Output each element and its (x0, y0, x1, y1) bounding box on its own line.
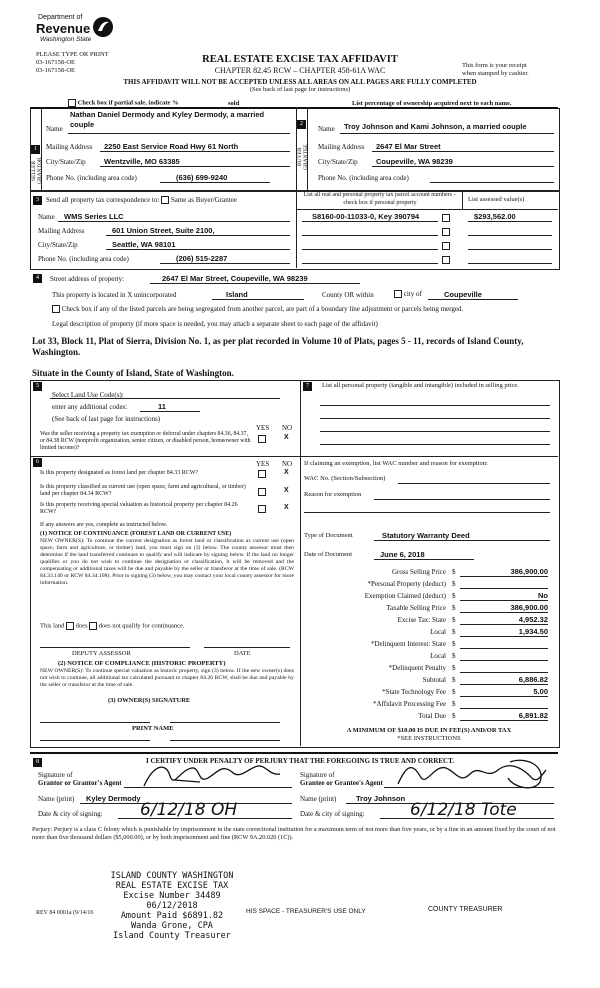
partial-sale-sold: sold (228, 100, 240, 107)
buyer-phone-line (430, 182, 554, 183)
current-use-yes-checkbox[interactable] (258, 488, 266, 496)
segregated-checkbox[interactable] (52, 305, 60, 313)
certify-statement: I CERTIFY UNDER PENALTY OF PERJURY THAT THE FOREGOING IS TRUE AND CORRECT. (145, 757, 454, 765)
party-box-top-rule (30, 107, 558, 109)
wac-line[interactable] (398, 483, 550, 484)
this-land-label: This land (40, 622, 65, 630)
tax-row-dollar: $ (452, 664, 456, 672)
parcel-col-divider (462, 190, 463, 210)
logo-line3: Washington State (40, 36, 92, 43)
tax-row-value[interactable]: 6,886.82 (460, 675, 548, 685)
please-type: PLEASE TYPE OR PRINT (36, 51, 109, 58)
legal-description[interactable]: Lot 33, Block 11, Plat of Sierra, Division No. 1, as per plat recorded in Volume 10 of Plats, pages 5 - 11, records of Island County, Washington. (32, 336, 524, 357)
street-line (150, 283, 360, 284)
tax-row-label: Local (430, 652, 446, 660)
if-any-yes: If any answers are yes, complete as instructed below. (40, 522, 168, 528)
personal-property-label: List all personal property (tangible and intangible) included in selling price. (322, 382, 519, 389)
partial-sale-label: Check box if partial sale, indicate % (77, 99, 179, 107)
form-code-2: 03-167158-OE (36, 67, 75, 74)
tax-row-label: Local (430, 628, 446, 636)
reason-label: Reason for exemption (304, 491, 362, 498)
tax-row-value[interactable]: 5.00 (460, 687, 548, 697)
tax-row-value[interactable] (460, 579, 548, 589)
same-as-buyer-label: Same as Buyer/Grantee (170, 196, 237, 204)
parcel-line-1 (302, 221, 438, 222)
section5-no: NO (282, 424, 293, 432)
city-of-checkbox[interactable] (394, 290, 402, 298)
seller-mailing-line (100, 151, 290, 152)
send-correspondence-label (46, 196, 237, 204)
tax-row (300, 674, 556, 686)
tax-row-label: *Delinquent Penalty (388, 664, 446, 672)
revenue-logo-icon (92, 16, 114, 38)
corr-phone-line (160, 263, 290, 264)
section5-no-mark[interactable]: X (284, 434, 289, 441)
partial-sale-checkbox[interactable] (68, 99, 76, 107)
form-code-1: 03-167158-OE (36, 59, 75, 66)
tax-row-label: *State Technology Fee (382, 688, 446, 696)
parcel-checkbox-3[interactable] (442, 242, 450, 250)
parcel-checkbox-1[interactable] (442, 214, 450, 222)
grantor-sig-label-2: Grantor or Grantor's Agent (38, 779, 122, 787)
county-line (212, 299, 304, 300)
tax-row-value[interactable]: No (460, 591, 548, 601)
legal-label: Legal description of property (if more space is needed, you may attach a separate sheet to each page of the affidavit) (52, 320, 378, 328)
tax-row-value[interactable] (460, 639, 548, 649)
stamp-line-2: REAL ESTATE EXCISE TAX (115, 881, 229, 891)
owner-sig-line (40, 722, 150, 723)
current-use-question: Is this property classified as current use (open space, farm and agricultural, or timber) land per chapter 84.34 RCW? (40, 484, 246, 497)
seller-phone-value[interactable]: (636) 699-9240 (176, 173, 228, 182)
street-value[interactable]: 2647 El Mar Street, Coupeville, WA 98239 (162, 274, 308, 283)
tax-row-dollar: $ (452, 688, 456, 696)
section-4-number: 4 (33, 274, 42, 283)
tax-row-dollar: $ (452, 640, 456, 648)
legal-description-situate[interactable]: Situate in the County of Island, State of Washington. (32, 368, 234, 378)
see-back-header: (See back of last page for instructions) (249, 86, 351, 93)
treasurer-stamp (82, 871, 262, 941)
assessed-line-2 (468, 235, 552, 236)
assessed-line-1 (468, 221, 552, 222)
partial-sale-row (68, 99, 179, 107)
grantor-sig-label-1: Signature of (38, 771, 73, 779)
assessed-value[interactable]: $293,562.00 (474, 212, 516, 221)
land-does-label: does (75, 622, 88, 630)
tax-row-label: *Delinquent Interest: State (370, 640, 446, 648)
buyer-mailing-label: Mailing Address (318, 143, 365, 151)
doc-type-label: Type of Document (304, 532, 353, 539)
parcel-value[interactable]: S8160-00-11033-0, Key 390794 (312, 212, 420, 221)
exemption-label: If claiming an exemption, list WAC number and reason for exemption: (304, 460, 488, 467)
parcel-checkbox-4[interactable] (442, 256, 450, 264)
parcel-line-3 (302, 249, 438, 250)
county-treasurer-label: COUNTY TREASURER (428, 906, 503, 913)
section-6-number: 6 (33, 458, 42, 467)
seller-mailing-value[interactable]: 2250 East Service Road Hwy 61 North (104, 142, 239, 151)
tax-row-dollar: $ (452, 628, 456, 636)
buyer-city-label: City/State/Zip (318, 158, 358, 166)
grantee-date-value[interactable]: 6/12/18 Tote (410, 800, 517, 820)
see-instructions: *SEE INSTRUCTIONS (397, 735, 461, 742)
buyer-mailing-value[interactable]: 2647 El Mar Street (376, 142, 441, 151)
tax-row-dollar: $ (452, 616, 456, 624)
doc-date-line (374, 559, 474, 560)
city-of-label: city of (403, 290, 422, 298)
tax-row-dollar: $ (452, 700, 456, 708)
dor-logo (36, 14, 122, 50)
seller-name-value[interactable]: Nathan Daniel Dermody and Kyley Dermody, a married couple (70, 110, 265, 129)
tax-row-value[interactable]: 386,900.00 (460, 567, 548, 577)
corr-mailing-line (106, 235, 290, 236)
seller-city-line (100, 166, 290, 167)
tax-row-dollar: $ (452, 604, 456, 612)
buyer-name-value[interactable]: Troy Johnson and Kami Johnson, a married couple (344, 122, 527, 131)
section-1-number: 1 (31, 145, 40, 154)
section-5-number: 5 (33, 382, 42, 391)
grantee-name-label: Name (print) (300, 795, 337, 803)
city-line (428, 299, 518, 300)
deputy-line (40, 647, 190, 648)
seller-city-value[interactable]: Wentzville, MO 63385 (104, 157, 180, 166)
notice1-text: NEW OWNER(S): To continue the current designation as forest land or classification as current use (open space, farm and agriculture, or timber) land, you must sign on (3) below. The county assessor must then determine if the land transferred continues to qualify and will indicate by signing below. If the land no longer qualifies or you do not wish to continue the designation or classification, it will be removed and the compensating or additional taxes will be due and payable by the seller or transferor at the time of sale. (RCW 84.33.140 or RCW 84.34.108). Prior to signing (3) below, you may contact your local county assessor for more information. (40, 538, 294, 586)
owner-sig-line-2 (170, 722, 280, 723)
buyer-phone-label: Phone No. (including area code) (318, 174, 409, 182)
current-use-no-mark[interactable]: X (284, 487, 289, 494)
send-label: Send all property tax correspondence to: (46, 196, 160, 204)
tax-row-label: *Affidavit Processing Fee (373, 700, 446, 708)
grantee-date-label: Date & city of signing: (300, 810, 365, 818)
buyer-name-line (340, 133, 554, 134)
deputy-date-label: DATE (234, 650, 251, 657)
tax-row-label: Excise Tax: State (397, 616, 446, 624)
corr-name-line (58, 221, 290, 222)
tax-row-value[interactable] (460, 651, 548, 661)
tax-row (300, 710, 556, 722)
tax-row-dollar: $ (452, 652, 456, 660)
doc-type-line (374, 540, 550, 541)
deputy-date-line (204, 647, 290, 648)
stamp-line-7: Island County Treasurer (113, 931, 231, 941)
section-8-number: 8 (33, 758, 42, 767)
tax-row-label: Subtotal (422, 676, 446, 684)
assessed-line-3 (468, 249, 552, 250)
seller-name-label: Name (46, 125, 63, 133)
tax-table (300, 566, 556, 724)
section5-see-back: (See back of last page for instructions) (52, 415, 161, 423)
tax-row-dollar: $ (452, 580, 456, 588)
seller-name-line (68, 133, 290, 134)
parcel-checkbox-2[interactable] (442, 228, 450, 236)
parcel-line-2 (302, 235, 438, 236)
tax-row-label: *Personal Property (deduct) (367, 580, 446, 588)
seller-mailing-label: Mailing Address (46, 143, 93, 151)
tax-row (300, 578, 556, 590)
historic-question: Is this property receiving special valuation as historical property per chapter 84.26 RCW? (40, 502, 238, 515)
form-title: REAL ESTATE EXCISE TAX AFFIDAVIT (202, 54, 398, 65)
tax-row (300, 638, 556, 650)
land-does-not-checkbox[interactable] (89, 622, 97, 630)
stamp-line-4: 06/12/2018 (146, 901, 198, 911)
corr-city-value[interactable]: Seattle, WA 98101 (112, 240, 176, 249)
minimum-note: A MINIMUM OF $10.00 IS DUE IN FEE(S) AND/OR TAX (346, 727, 512, 734)
form-warning: THIS AFFIDAVIT WILL NOT BE ACCEPTED UNLESS ALL AREAS ON ALL PAGES ARE FULLY COMPLETED (123, 78, 477, 86)
grantor-signature (140, 758, 290, 794)
tax-row-value[interactable] (460, 663, 548, 673)
grantor-name-label: Name (print) (38, 795, 75, 803)
perjury-text: Perjury: Perjury is a class C felony which is punishable by imprisonment in the state correctional institution for a maximum term of not more than five years, or by a fine in an amount fixed by the court of not more than five thousand dollars ($5,000.00), or by both imprisonment and fine (RCW 9A.20.020 (1C)). (32, 826, 556, 841)
stamp-line-6: Wanda Grone, CPA (131, 921, 213, 931)
doc-type-value[interactable]: Statutory Warranty Deed (382, 531, 470, 540)
this-land-row (40, 622, 185, 630)
wac-label: WAC No. (Section/Subsection) (304, 475, 386, 482)
forest-question: Is this property designated as forest land per chapter 84.33 RCW? (40, 470, 199, 476)
deputy-label: DEPUTY ASSESSOR (72, 650, 131, 657)
located-text: This property is located in X unincorporated (52, 291, 177, 299)
tax-row-dollar: $ (452, 676, 456, 684)
ownership-note: List percentage of ownership acquired next to each name. (352, 100, 512, 107)
corr-city-label: City/State/Zip (38, 241, 78, 249)
tax-row-label: Total Due (418, 712, 446, 720)
assessed-header: List assessed value(s) (468, 196, 525, 203)
tax-row-value[interactable]: 4,952.32 (460, 615, 548, 625)
receipt-note-1: This form is your receipt (462, 62, 527, 69)
notice2-title: (2) NOTICE OF COMPLIANCE (HISTORIC PROPERTY) (58, 660, 226, 667)
section-3-divider (296, 190, 297, 268)
tax-row (300, 698, 556, 710)
tax-row (300, 626, 556, 638)
notice1-title: (1) NOTICE OF CONTINUANCE (FOREST LAND OR CURRENT USE) (40, 531, 232, 537)
grantor-date-line (118, 818, 292, 819)
personal-property-line-2[interactable] (320, 418, 550, 419)
segregated-text: Check box if any of the listed parcels are being segregated from another parcel, are part of a boundary line adjustment or parcels being merged. (61, 305, 464, 313)
logo-line2: Revenue (36, 21, 91, 36)
city-value[interactable]: Coupeville (444, 290, 482, 299)
city-of-row (394, 290, 422, 298)
additional-codes-value[interactable]: 11 (158, 402, 166, 411)
tax-row (300, 662, 556, 674)
historic-no-mark[interactable]: X (284, 504, 289, 511)
section-6-rule (30, 456, 300, 457)
print-name-label: PRINT NAME (132, 725, 174, 732)
seller-phone-line (160, 182, 270, 183)
grantee-sig-label-2: Grantee or Grantee's Agent (300, 779, 383, 787)
corr-phone-value[interactable]: (206) 515-2287 (176, 254, 228, 263)
section-2-number: 2 (297, 120, 306, 129)
segregated-row (52, 305, 463, 313)
tax-row-dollar: $ (452, 568, 456, 576)
logo-line1: Department of (38, 14, 83, 21)
grantee-signature (390, 756, 550, 794)
grantor-name-value[interactable]: Kyley Dermody (86, 794, 141, 803)
section6-yes: YES (256, 460, 270, 468)
seller-phone-label: Phone No. (including area code) (46, 174, 137, 182)
form-subtitle: CHAPTER 82.45 RCW – CHAPTER 458-61A WAC (214, 66, 386, 75)
buyer-side-label: BUYER GRANTEE (297, 144, 309, 170)
reason-line-2[interactable] (304, 512, 550, 513)
seller-side-label: SELLER GRANTOR (31, 157, 43, 185)
personal-property-line-4[interactable] (320, 444, 550, 445)
doc-date-value[interactable]: June 6, 2018 (380, 550, 425, 559)
personal-property-lines (320, 405, 550, 451)
tax-row-label: Gross Selling Price (391, 568, 446, 576)
exemption-question: Was the seller receiving a property tax exemption or deferral under chapters 84.36, 84.37, or 84.38 RCW (nonprofit organization, senior citizen, or disabled person, homeowner with limited income)? (40, 431, 251, 451)
tax-row-dollar: $ (452, 712, 456, 720)
parcel-header-rule (296, 209, 558, 210)
section6-no: NO (282, 460, 293, 468)
county-value[interactable]: Island (226, 290, 248, 299)
buyer-city-line (372, 166, 554, 167)
parcel-line-4 (302, 263, 438, 264)
parcel-header: List all real and personal property tax parcel account numbers – check box if personal property (303, 192, 457, 206)
corr-phone-label: Phone No. (including area code) (38, 255, 129, 263)
tax-row-dollar: $ (452, 592, 456, 600)
owner-sig-label: (3) OWNER(S) SIGNATURE (108, 697, 191, 704)
forest-no-mark[interactable]: X (284, 469, 289, 476)
historic-yes-checkbox[interactable] (258, 505, 266, 513)
section5-yes: YES (256, 424, 270, 432)
print-name-line (40, 740, 150, 741)
corr-mailing-label: Mailing Address (38, 227, 85, 235)
notice2-text: NEW OWNER(S): To continue special valuation as historic property, sign (3) below. If the new owner(s) does not wish to continue, all additional tax calculated pursuant to chapter 84.26 RCW, shall be due and payable by the seller or transferor at the time of sale. (40, 668, 294, 688)
personal-property-line-3[interactable] (320, 431, 550, 432)
rev-number: REV 84 0001a (9/14/16 (36, 910, 94, 916)
buyer-city-value[interactable]: Coupeville, WA 98239 (376, 157, 453, 166)
corr-name-label: Name (38, 213, 55, 221)
grantor-date-label: Date & city of signing: (38, 810, 103, 818)
street-label: Street address of property: (50, 275, 125, 283)
grantor-date-value[interactable]: 6/12/18 OH (140, 800, 238, 820)
stamp-line-1: ISLAND COUNTY WASHINGTON (110, 871, 234, 881)
county-or-within: County OR within (322, 291, 374, 299)
tax-row-label: Exemption Claimed (deduct) (364, 592, 446, 600)
additional-codes-label: enter any additional codes: (52, 403, 128, 411)
grantee-sig-label-1: Signature of (300, 771, 335, 779)
land-does-checkbox[interactable] (66, 622, 74, 630)
buyer-name-label: Name (318, 125, 335, 133)
assessed-line-4 (468, 263, 552, 264)
corr-city-line (106, 249, 290, 250)
tax-row-label: Taxable Selling Price (386, 604, 446, 612)
print-name-line-2 (170, 740, 280, 741)
section5-yes-checkbox[interactable] (258, 435, 266, 443)
land-does-not-label: does not qualify for continuance. (98, 622, 185, 630)
section-7-number: 7 (303, 382, 312, 391)
doc-date-label: Date of Document (304, 551, 353, 558)
buyer-mailing-line (372, 151, 554, 152)
land-use-label: Select Land Use Code(s): (52, 391, 124, 399)
reason-line[interactable] (374, 499, 550, 500)
section-7-rule (300, 456, 558, 457)
grantee-name-value[interactable]: Troy Johnson (356, 794, 406, 803)
tax-row-value[interactable]: 386,900.00 (460, 603, 548, 613)
grantee-date-line (380, 818, 554, 819)
tax-row (300, 650, 556, 662)
tax-row (300, 590, 556, 602)
section-3-number: 3 (33, 196, 42, 205)
tax-row (300, 602, 556, 614)
stamp-line-3: Excise Number 34489 (123, 891, 221, 901)
stamp-line-5: Amount Paid $6891.82 (120, 911, 224, 921)
tax-row (300, 566, 556, 578)
seller-city-label: City/State/Zip (46, 158, 86, 166)
tax-row (300, 686, 556, 698)
tax-row-value[interactable] (460, 699, 548, 709)
treasurer-use-note: HIS SPACE - TREASURER'S USE ONLY (246, 908, 366, 915)
additional-codes-line (140, 411, 200, 412)
tax-row (300, 614, 556, 626)
corr-mailing-value[interactable]: 601 Union Street, Suite 2100, (112, 226, 215, 235)
tax-row-value[interactable]: 1,934.50 (460, 627, 548, 637)
receipt-note-2: when stamped by cashier. (462, 70, 529, 77)
same-as-buyer-checkbox[interactable] (161, 196, 169, 204)
forest-yes-checkbox[interactable] (258, 470, 266, 478)
personal-property-line-1[interactable] (320, 405, 550, 406)
tax-row-value[interactable]: 6,891.82 (460, 711, 548, 721)
corr-name-value[interactable]: WMS Series LLC (64, 212, 124, 221)
